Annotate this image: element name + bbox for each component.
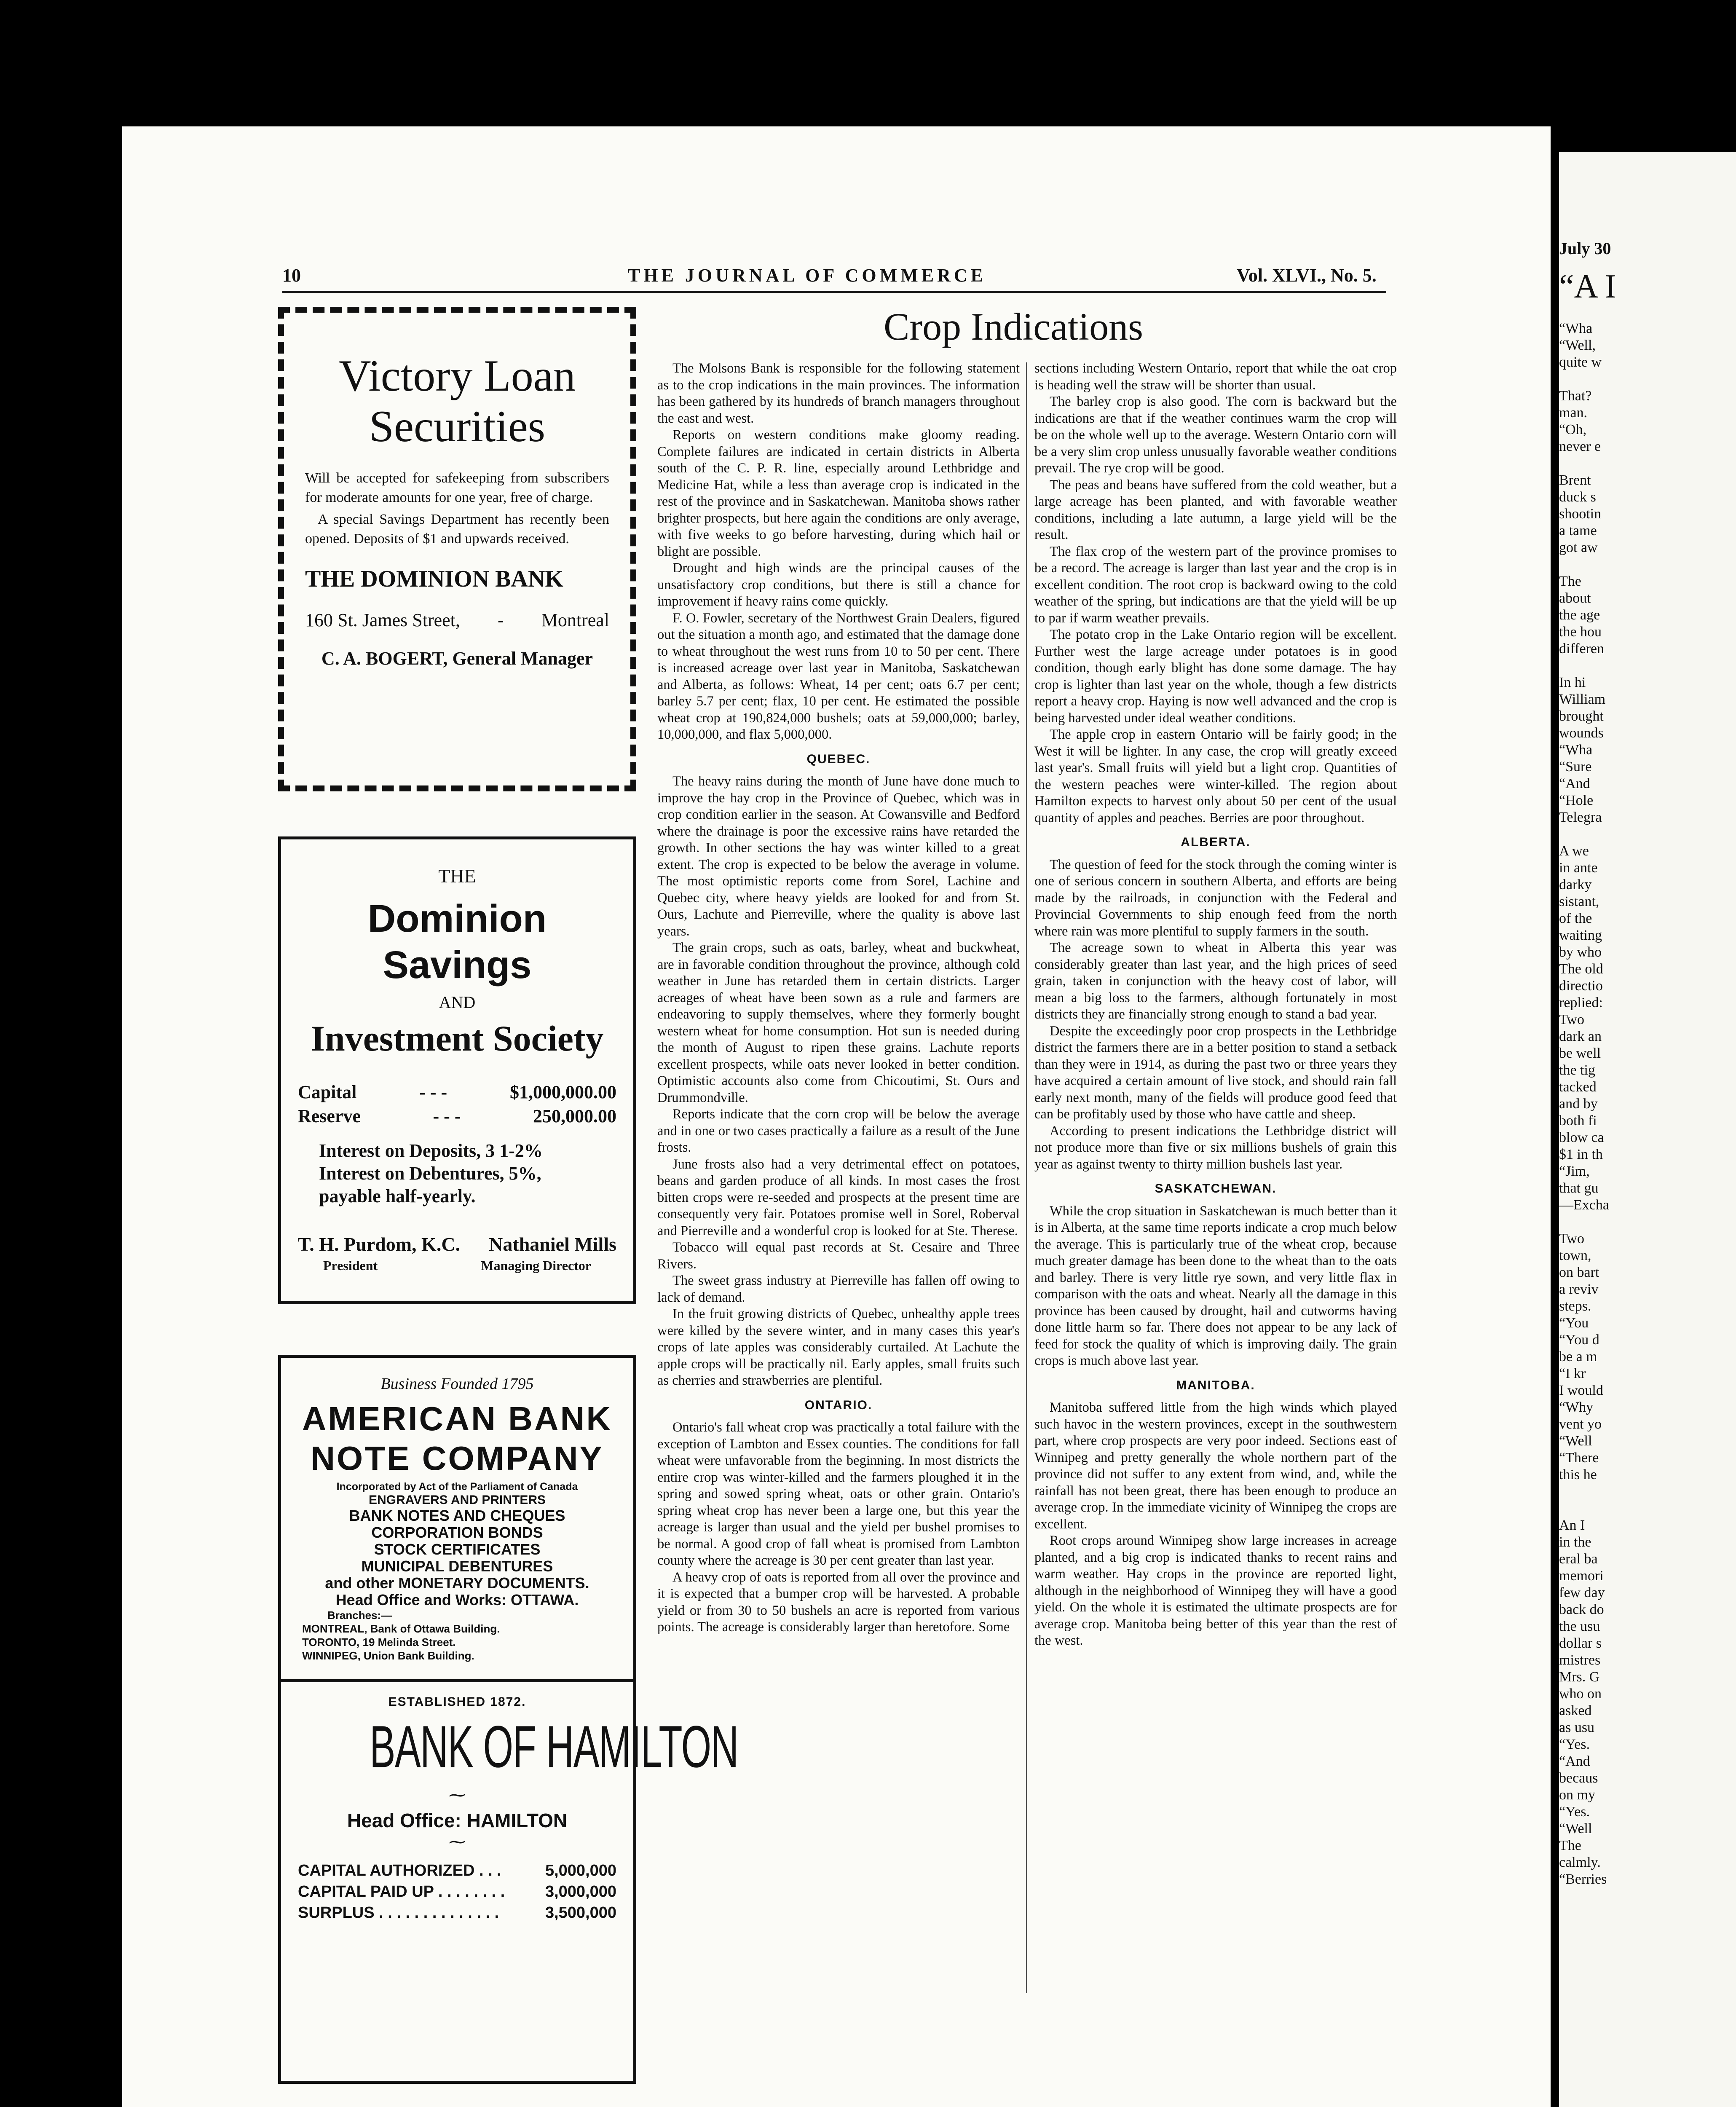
boh-figure-label: SURPLUS . . . . . . . . . . . . . . [298,1904,499,1922]
abn-branch-3: WINNIPEG, Union Bank Building. [302,1649,474,1662]
adjacent-page-line: mistres [1559,1652,1601,1668]
adjacent-page-line: dark an [1559,1029,1602,1044]
adjacent-page-line: waiting [1559,928,1602,943]
general-manager: C. A. BOGERT, General Manager [321,648,593,669]
ds-person1: T. H. Purdom, K.C. [298,1233,461,1255]
adjacent-page-line [1559,657,1736,674]
manitoba-section [1034,1399,1397,1649]
alberta-section [1034,857,1397,1173]
adjacent-page-line: on bart [1559,1265,1599,1280]
paragraph: Despite the exceedingly poor crop prospects in the Lethbridge district the farmers there are in a better position to stand a setback than they were in 1914, as during the past two or three years they have acquired a certain amount of live stock, and should rain fall early next month, many of the fields will produce good feed that can be profitably used by those who have cattle and sheep. [1034,1023,1397,1122]
boh-name: BANK OF HAMILTON [370,1713,738,1780]
adjacent-page-line: shootin [1559,506,1602,522]
ds-interest-line2: Interest on Debentures, 5%, [319,1163,541,1184]
adjacent-page-line: directio [1559,978,1603,994]
adjacent-page-line: never e [1559,439,1601,454]
ds-title-line2: Investment Society [311,1018,604,1059]
adjacent-page-line: in the [1559,1534,1591,1550]
adjacent-page-line: The [1559,574,1581,589]
boh-figure-row [298,1860,616,1881]
adjacent-page-line: “Jim, [1559,1163,1590,1179]
adjacent-page-line: duck s [1559,489,1596,505]
adjacent-page-line [1559,1214,1736,1230]
adjacent-page-line: “I kr [1559,1366,1586,1381]
ds-interest-line1: Interest on Deposits, 3 1-2% [319,1140,543,1161]
quebec-heading: QUEBEC. [806,752,871,766]
adjacent-page-line: “And [1559,1753,1590,1769]
abn-line1: BANK NOTES AND CHEQUES [349,1507,565,1524]
adjacent-page-line: “There [1559,1450,1599,1466]
header-rule [282,291,1386,293]
ds-person1-title: President [323,1258,378,1273]
abn-line3: STOCK CERTIFICATES [374,1541,541,1558]
adjacent-page-line: “And [1559,776,1590,791]
abn-services [294,1507,621,1608]
adjacent-page-line: the tig [1559,1062,1595,1078]
adjacent-page-line: wounds [1559,725,1604,741]
paragraph: The heavy rains during the month of June have done much to improve the hay crop in the Province of Quebec, which was in crop condition earlier in the season. At Cowansville and Bedford where the drainage is poor the excessive rains have retarded the growth. In other sections the hay was winter killed to a great extent. The crop is expected to be below the average in volume. The most optimistic reports come from Sorel, Lachine and Quebec city, where heavy yields are looked for and from St. Ours, Lachute and Pierreville, where the quality is above last years. [657,774,1020,939]
paragraph: The Molsons Bank is responsible for the following statement as to the crop indications in the main provinces. The information has been gathered by its hundreds of branch managers throughout the east and west. [657,361,1020,426]
adjacent-page-line [1559,1500,1736,1517]
adjacent-page-line: back do [1559,1602,1604,1617]
victory-paragraph-2: A special Savings Department has recently been opened. Deposits of $1 and upwards received. [305,512,609,547]
adjacent-page-line: “Oh, [1559,422,1587,437]
adjacent-page-title: “A I [1559,268,1616,305]
paragraph: A heavy crop of oats is reported from all over the province and it is expected that a bumper crop will be harvested. A probable yield or from 30 to 50 bushels an acre is reported from various points. The acreage is considerably larger than heretofore. Some [657,1569,1020,1635]
paragraph: The potato crop in the Lake Ontario region will be excellent. Further west the large acreage under potatoes is in good condition, though early blight has done some damage. The hay crop is lighter than last year on the whole, though a few districts report a heavy crop. Haying is now well advanced and the crop is being harvested under ideal weather conditions. [1034,627,1397,726]
boh-figures [298,1860,616,1923]
adjacent-page-line: be a m [1559,1349,1597,1364]
adjacent-page-line: “Berries [1559,1871,1607,1887]
adjacent-page-line: Two [1559,1231,1584,1247]
adjacent-page-line: this he [1559,1467,1597,1482]
abn-line4: MUNICIPAL DEBENTURES [361,1557,553,1575]
adjacent-page-line: got aw [1559,540,1598,555]
ds-officer-titles [298,1258,616,1273]
adjacent-page [1559,152,1736,2107]
adjacent-page-line: blow ca [1559,1130,1604,1145]
paragraph: The barley crop is also good. The corn is backward but the indications are that if the weather continues warm the crop will be on the whole well up to the average. Western Ontario corn will be a very slim crop unless unusually favorable weather conditions prevail. The rye crop will be good. [1034,394,1397,476]
abn-branch-1: MONTREAL, Bank of Ottawa Building. [302,1622,500,1635]
boh-figure-label: CAPITAL AUTHORIZED . . . [298,1862,501,1879]
adjacent-page-line: “Well [1559,1433,1592,1449]
article-title: Crop Indications [884,305,1143,348]
ds-reserve-dashes: - - - [433,1106,461,1126]
journal-title: THE JOURNAL OF COMMERCE [628,265,986,286]
american-bank-note-ad [278,1355,636,1717]
ds-capital-dashes: - - - [419,1082,447,1102]
adjacent-page-line: quite w [1559,354,1602,370]
adjacent-page-line: I would [1559,1383,1603,1398]
adjacent-page-line: about [1559,590,1591,606]
adjacent-page-line: few day [1559,1585,1605,1600]
adjacent-page-line: in ante [1559,860,1598,876]
adjacent-page-line: “Why [1559,1399,1594,1415]
adjacent-page-line: Mrs. G [1559,1669,1600,1685]
adjacent-page-line: the usu [1559,1619,1600,1634]
adjacent-page-line: steps. [1559,1298,1591,1314]
paragraph: While the crop situation in Saskatchewan is much better than it is in Alberta, at the same time reports indicate a crop much below the average. This is particularly true of the wheat crop, because much greater damage has been done to the wheat than to the oats and barley. There is very little rye sown, and very little flax in comparison with the oats and wheat. Nearly all the damage in this province has been caused by drought, hail and cutworms having done little harm so far. There does not appear to be any lack of feed for stock the quality of which is improving daily. The grain crops is much above last year. [1034,1203,1397,1368]
ds-capital-row [298,1081,616,1103]
paragraph: According to present indications the Lethbridge district will not produce more than five or six millions bushels of grain this year as against twenty to thirty million bushels last year. [1034,1123,1397,1172]
ds-title-line1: Dominion Savings [367,897,547,986]
dominion-bank-name: THE DOMINION BANK [305,566,563,592]
paragraph: The peas and beans have suffered from the cold weather, but a large acreage has been planted, and with favorable weather conditions, including a late autumn, a large yield will be the result. [1034,477,1397,542]
boh-figure-row [298,1902,616,1923]
paragraph: Reports indicate that the corn crop will be below the average and in one or two cases practically a failure as a result of the June frosts. [657,1107,1020,1155]
saskatchewan-heading: SASKATCHEWAN. [1155,1182,1277,1196]
adjacent-page-line: a reviv [1559,1281,1599,1297]
adjacent-page-line: the age [1559,607,1600,623]
ds-and: AND [439,993,476,1012]
adjacent-page-line: “Wha [1559,321,1593,336]
adjacent-page-line: In hi [1559,675,1586,690]
ds-interest [298,1139,616,1208]
adjacent-page-line: That? [1559,388,1592,404]
page-number: 10 [282,265,301,286]
abn-branch-2: TORONTO, 19 Melinda Street. [302,1636,456,1649]
adjacent-page-line: the hou [1559,624,1602,640]
ontario-continued [1034,394,1397,826]
adjacent-page-line: —Excha [1559,1197,1609,1213]
adjacent-page-line: town, [1559,1248,1591,1263]
abn-founded: Business Founded 1795 [380,1375,534,1393]
adjacent-page-line: An I [1559,1517,1585,1533]
boh-figure-row [298,1881,616,1902]
adjacent-page-line: becaus [1559,1770,1598,1786]
paragraph: Tobacco will equal past records at St. Cesaire and Three Rivers. [657,1240,1020,1272]
victory-title-line1: Victory Loan [339,351,576,400]
abn-branches [294,1608,621,1662]
paragraph: The question of feed for the stock through the coming winter is one of serious concern in southern Alberta, and efforts are being made by the railroads, in conjunction with the Federal and Provincial Governments to ship enough feed from the north where rain was more plentiful to supply farmers in the south. [1034,857,1397,939]
boh-ornament-1: ⁓ [449,1785,466,1804]
adjacent-page-line: The old [1559,961,1603,977]
saskatchewan-section [1034,1203,1397,1370]
adjacent-page-line: of the [1559,911,1592,926]
paragraph: Drought and high winds are the principal causes of the unsatisfactory crop conditions, but there is still a chance for improvement if heavy rains come quickly. [657,560,1020,609]
abn-line6: Head Office and Works: OTTAWA. [335,1591,579,1608]
paragraph: The acreage sown to wheat in Alberta this year was considerably greater than last year, and the high prices of seed grain, taken in conjunction with the heavy cost of labor, will mean a big loss to the farmers, although fortunately in most districts they are financially strong enough to stand a bad year. [1034,940,1397,1022]
paragraph: The flax crop of the western part of the province promises to be a record. The acreage is larger than last year and the crop is in excellent condition. The root crop is backward owing to the cold weather of the spring, but indications are that the yield will be up to par if warm weather prevails. [1034,544,1397,626]
paragraph: The grain crops, such as oats, barley, wheat and buckwheat, are in favorable condition throughout the province, although cold weather in June has retarded them in certain districts. Larger acreages of wheat have been sown as a rule and farmers are endeavoring to supply themselves, where they formerly bought western wheat for home consumption. Hot sun is needed during the month of August to ripen these grains. Lachute reports excellent prospects, while oats never looked in better condition. Optimistic accounts also come from Chicoutimi, St. Ours and Drummondville. [657,940,1020,1105]
paragraph: In the fruit growing districts of Quebec, unhealthy apple trees were killed by the severe winter, and in many cases this year's crops of late apples was considerably curtailed. At Lachute the apple crops will be practically nil. Early apples, small fruits such as cherries and strawberries are plentiful. [657,1306,1020,1388]
quebec-section [657,773,1020,1389]
adjacent-page-line: William [1559,692,1606,707]
paragraph: Ontario's fall wheat crop was practically a total failure with the exception of Lambton and Essex counties. The conditions for fall wheat were unfavorable from the beginning. In most districts the entire crop was winter-killed and the farmers ploughed it in the spring and sowed spring wheat, oats or other grain. Ontario's spring wheat crop has never been a large one, but this year the acreage is larger than usual and the yield per bushel promises to be normal. A good crop of fall wheat is promised from Lambton county where the acreage is 30 per cent greater than last year. [657,1420,1020,1568]
bank-of-hamilton-ad [278,1679,738,2084]
victory-title-line2: Securities [369,402,545,451]
address-dash: - [497,610,504,630]
paragraph: Root crops around Winnipeg show large increases in acreage planted, and a big crop is indicated thanks to recent rains and warm weather. Hay crops in the province are reported light, although in the neighborhood of Winnipeg they will have a good yield. On the whole it is estimated the ultimate prospects are for average crop. Manitoba being better of this year than the rest of the west. [1034,1533,1397,1648]
adjacent-page-line: sistant, [1559,894,1599,909]
paragraph: Reports on western conditions make gloomy reading. Complete failures are indicated in certain districts in Alberta south of the C. P. R. line, especially around Lethbridge and Medicine Hat, while a less than average crop is indicated in the rest of the province and in Saskatchewan. Manitoba shows rather brighter prospects, but here again the conditions are only average, with five weeks to go before harvesting, during which hail or blight are possible. [657,427,1020,559]
adjacent-page-line: and by [1559,1096,1598,1112]
boh-figure-value: 3,000,000 [545,1883,616,1901]
adjacent-page-line: calmly. [1559,1855,1601,1870]
boh-head-office: Head Office: HAMILTON [347,1809,568,1831]
address-street: 160 St. James Street, [305,610,460,630]
adjacent-page-line: “Well, [1559,338,1596,353]
ds-person2: Nathaniel Mills [489,1233,616,1255]
ds-interest-line3: payable half-yearly. [319,1186,476,1206]
adjacent-page-line: Two [1559,1012,1584,1027]
adjacent-page-line: “Yes. [1559,1804,1590,1820]
adjacent-page-line: Brent [1559,472,1591,488]
boh-figure-value: 5,000,000 [545,1862,616,1879]
boh-name-wrap [298,1709,738,1785]
abn-engravers: ENGRAVERS AND PRINTERS [368,1493,546,1507]
adjacent-page-line: man. [1559,405,1588,421]
paragraph: June frosts also had a very detrimental effect on potatoes, beans and garden produce of all kinds. In most cases the frost bitten crops were re-seeded and prospects at the present time are consequently very fair. Potatoes promise well in Sorel, Roberval and Pierreville and a wonderful crop is looked for at Ste. Therese. [657,1156,1020,1238]
boh-figure-value: 3,500,000 [545,1904,616,1922]
article-column-2 [1034,360,1397,1649]
adjacent-page-line: memori [1559,1568,1604,1584]
abn-line2: CORPORATION BONDS [371,1524,543,1541]
adjacent-page-line [1559,1483,1736,1500]
abn-line5: and other MONETARY DOCUMENTS. [325,1574,589,1592]
adjacent-page-line: Telegra [1559,810,1602,825]
ontario-section [657,1419,1020,1636]
paragraph: The sweet grass industry at Pierreville has fallen off owing to lack of demand. [657,1273,1020,1305]
ds-reserve-value: 250,000.00 [533,1106,616,1126]
adjacent-page-line: who on [1559,1686,1602,1702]
adjacent-page-line: “You [1559,1315,1589,1331]
adjacent-page-line: The [1559,1838,1581,1853]
adjacent-page-text [1559,320,1736,1888]
adjacent-page-line [1559,371,1736,388]
adjacent-page-line: “Well [1559,1821,1592,1836]
volume-number: Vol. XLVI., No. 5. [1237,265,1377,286]
boh-figure-label: CAPITAL PAID UP . . . . . . . . [298,1883,505,1901]
adjacent-page-line: replied: [1559,995,1603,1011]
ds-the: THE [438,865,476,887]
ds-officers [298,1233,616,1255]
adjacent-page-line: differen [1559,641,1604,657]
article-column-1 [657,360,1020,1636]
abn-title-line2: NOTE COMPANY [311,1440,604,1477]
alberta-heading: ALBERTA. [1181,835,1251,849]
dominion-bank-address [305,609,609,631]
adjacent-page-line: “You d [1559,1332,1599,1348]
adjacent-page-line: both fi [1559,1113,1597,1129]
ds-capital-label: Capital [298,1082,357,1102]
adjacent-page-line: tacked [1559,1079,1597,1095]
address-city: Montreal [541,610,609,630]
ds-person2-title: Managing Director [481,1258,591,1273]
adjacent-page-line: “Wha [1559,742,1593,758]
manitoba-heading: MANITOBA. [1176,1378,1255,1392]
ds-reserve-row [298,1105,616,1127]
adjacent-page-line: as usu [1559,1720,1595,1735]
boh-established: ESTABLISHED 1872. [388,1695,526,1709]
adjacent-page-line: “Sure [1559,759,1592,775]
ontario-heading: ONTARIO. [804,1398,873,1412]
adjacent-page-line: “Yes. [1559,1737,1590,1752]
adjacent-page-line: brought [1559,708,1604,724]
ds-reserve-label: Reserve [298,1106,361,1126]
boh-ornament-2: ⁓ [449,1832,466,1851]
adjacent-page-line: by who [1559,944,1602,960]
adjacent-page-line: be well [1559,1045,1601,1061]
adjacent-page-line: vent yo [1559,1416,1602,1432]
adjacent-page-line: “Hole [1559,793,1594,808]
abn-incorporated: Incorporated by Act of the Parliament of Canada [336,1481,578,1493]
abn-title-line1: AMERICAN BANK [302,1400,613,1437]
adjacent-page-line: A we [1559,843,1589,859]
adjacent-page-line [1559,556,1736,573]
adjacent-page-line: $1 in th [1559,1147,1603,1162]
adjacent-page-line: darky [1559,877,1592,893]
adjacent-page-line [1559,455,1736,472]
paragraph: Manitoba suffered little from the high winds which played such havoc in the western provinces, except in the southwestern part, where crop prospects are very poor indeed. Sections east of Winnipeg and pretty generally the whole northern part of the province did not suffer to any extent from wind, and, while the rainfall has not been great, there has been enough to produce an average crop. In the immediate vicinity of Winnipeg the crops are excellent. [1034,1400,1397,1532]
adjacent-page-line: a tame [1559,523,1597,539]
victory-paragraph-1: Will be accepted for safekeeping from subscribers for moderate amounts for one year, free of charge. [305,470,609,505]
adjacent-page-line: asked [1559,1703,1592,1718]
ds-capital-value: $1,000,000.00 [509,1082,616,1102]
dominion-savings-ad [278,836,636,1304]
paragraph: The apple crop in eastern Ontario will be fairly good; in the West it will be lighter. In any case, the crop will greatly exceed last year's. Small fruits will yield but a light crop. Quantities of the western peaches were winter-killed. The region about Hamilton expects to harvest only about 50 per cent of the usual quantity of apples and peaches. Berries are poor throughout. [1034,727,1397,826]
adjacent-page-line: that gu [1559,1180,1599,1196]
victory-loan-ad [278,307,636,791]
adjacent-page-date: July 30 [1559,239,1611,258]
adjacent-page-line: on my [1559,1787,1595,1803]
adjacent-page-line: eral ba [1559,1551,1598,1567]
adjacent-page-line [1559,826,1736,843]
paragraph: F. O. Fowler, secretary of the Northwest Grain Dealers, figured out the situation a month ago, and estimated that the damage done to wheat throughout the west runs from 10 to 50 per cent. There is increased acreage over last year in Manitoba, Saskatchewan and Alberta, as follows: Wheat, 14 per cent; oats 6.7 per cent; barley 5.7 per cent; flax, 10 per cent. He estimated the possible wheat crop at 190,824,000 bushels; oats at 59,000,000; barley, 10,000,000, and flax 5,000,000. [657,610,1020,742]
abn-branches-label: Branches:— [327,1609,392,1622]
column-rule [1026,362,1027,1993]
adjacent-page-line: dollar s [1559,1635,1602,1651]
article-intro [657,360,1020,743]
column-2-continuation: sections including Western Ontario, report that while the oat crop is heading well the straw will be shorter than usual. [1034,361,1397,393]
